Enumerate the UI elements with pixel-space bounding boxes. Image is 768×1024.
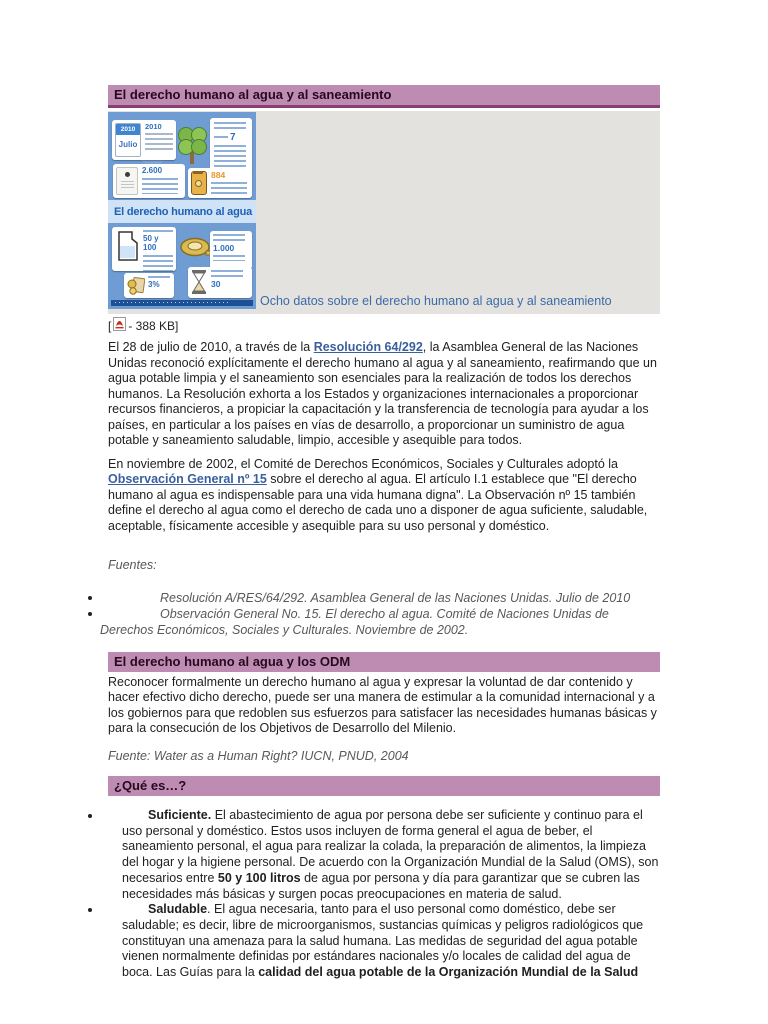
infographic-card-water <box>188 168 252 198</box>
general-comment-link[interactable]: Observación General nº 15 <box>108 472 267 486</box>
infographic-card-income <box>124 273 174 298</box>
infographic-card-distance <box>210 231 252 269</box>
stat-minutes: 30 <box>211 279 221 289</box>
calendar-year: 2010 <box>116 124 140 135</box>
text-line-placeholder <box>142 178 178 194</box>
pdf-download-line <box>108 317 660 334</box>
stat-sanitation: 2.600 <box>142 166 163 175</box>
definition-bold: calidad del agua potable de la Organización Mundial de la Salud <box>258 965 639 980</box>
definition-item-saludable <box>122 902 660 981</box>
infographic-banner <box>108 200 256 223</box>
paragraph-text: , la Asamblea General de las Naciones Unidas reconoció explícitamente el derecho humano al agua y al saneamiento, reafirmando que un agua potable limpia y el saneamiento son esenciales para la realización de todos los derechos humanos. La Resolución exhorta a los Estados y organizaciones internacionales a proporcionar recursos financieros, a propiciar la capacitación y la transferencia de tecnología para ayudar a los países, en particular a los países en vías de desarrollo, a proporcionar un suministro de agua potable y saneamiento saludable, limpio, accesible y asequible para todos. <box>108 340 657 447</box>
definition-text: de agua por persona y día para garantizar que se cubren las necesidades más básicas y surgen pocas preocupaciones en materia de salud. <box>122 870 640 901</box>
text-line-placeholder <box>211 182 247 194</box>
text-line-placeholder <box>143 255 173 271</box>
pdf-icon[interactable] <box>113 317 126 334</box>
stat-percent: 3% <box>148 280 160 289</box>
bullet-icon <box>88 908 92 912</box>
text-line-placeholder <box>214 136 228 140</box>
hourglass-icon <box>191 270 207 294</box>
calendar-month: Julio <box>118 140 138 149</box>
infographic-caption-link[interactable]: Ocho datos sobre el derecho humano al agua y al saneamiento <box>260 294 612 308</box>
tape-measure-icon <box>178 236 214 260</box>
definition-text: El abastecimiento de agua por persona debe ser suficiente y continuo para el uso personal y doméstico. Estos usos incluyen de forma general el agua de beber, el saneamiento personal, el agua para realizar la colada, la preparación de alimentos, la limpieza del hogar y la higiene personal. De acuerdo con la Organización Mundial de la Salud (OMS), son necesarios entre <box>122 808 659 885</box>
source-item <box>100 606 660 638</box>
document-page <box>100 85 660 981</box>
bullet-icon <box>88 596 92 600</box>
infographic-footer-credit <box>111 300 253 306</box>
stat-liters: 50 y 100 <box>143 234 159 252</box>
stat-water: 884 <box>211 170 226 180</box>
paragraph-odm: Reconocer formalmente un derecho humano al agua y expresar la voluntad de dar contenido y hacer efectivo dicho derecho, puede ser una manera de estimular a la comunidad internacional y a los gobiernos para que redoblen sus esfuerzos para satisfacer las necesidades humanas básicas y para la consecución de los Objetivos de Desarrollo del Milenio. <box>108 674 657 735</box>
section-header-saneamiento <box>108 85 660 108</box>
stat-meters: 1.000 <box>213 243 235 253</box>
definitions-list <box>122 808 660 981</box>
resolution-link[interactable]: Resolución 64/292 <box>313 340 423 354</box>
infographic-banner-title: El derecho humano al agua <box>114 205 253 218</box>
calendar-icon <box>115 123 141 157</box>
text-line-placeholder <box>213 255 245 261</box>
text-line-placeholder <box>211 270 243 279</box>
section-title: El derecho humano al agua y los ODM <box>114 653 351 669</box>
pdf-size-label: - 388 KB] <box>128 318 179 333</box>
media-box <box>108 111 660 314</box>
fuente-iucn: Fuente: Water as a Human Right? IUCN, PNUD, 2004 <box>108 748 409 763</box>
stat-goal-number: 7 <box>230 132 236 143</box>
jug-icon <box>115 230 139 262</box>
infographic-card-2010 <box>112 120 176 160</box>
text-line-placeholder <box>145 133 173 152</box>
paragraph-text: En noviembre de 2002, el Comité de Derechos Económicos, Sociales y Culturales adoptó la <box>108 456 618 471</box>
source-text: Resolución A/RES/64/292. Asamblea General de las Naciones Unidas. Julio de 2010 <box>160 590 631 605</box>
stat-year: 2010 <box>145 122 162 131</box>
definition-term: Saludable <box>148 902 208 917</box>
section-header-odm <box>108 652 660 672</box>
bullet-icon <box>88 814 92 818</box>
sources-list <box>100 590 660 638</box>
jar-icon <box>191 171 207 195</box>
definition-term: Suficiente. <box>148 808 212 822</box>
section-title: El derecho humano al agua y al saneamiento <box>114 87 392 102</box>
definition-item-suficiente <box>122 808 660 902</box>
section-title: ¿Qué es…? <box>114 778 187 793</box>
paragraph-observacion <box>108 457 660 535</box>
source-text: Observación General No. 15. El derecho al agua. Comité de Naciones Unidas de Derechos Económicos, Sociales y Culturales. Noviembre de 2002. <box>100 606 609 637</box>
pdf-bracket-open: [ <box>108 318 112 333</box>
fuentes-label: Fuentes: <box>108 558 157 572</box>
paragraph-text: El 28 de julio de 2010, a través de la <box>108 340 314 354</box>
definition-text: . El agua necesaria, tanto para el uso personal como doméstico, debe ser saludable; es decir, libre de microorganismos, sustancias químicas y peligros radiológicos que constituyan una amenaza para la salud humana. Las medidas de seguridad del agua potable vienen normalmente definidas por estándares nacionales y/o locales de calidad del agua de boca. Las Guías para la <box>122 902 644 980</box>
paragraph-text: sobre el derecho al agua. El artículo I.1 establece que "El derecho humano al agua es indispensable para una vida humana digna". La Observación nº 15 también define el derecho al agua como el derecho de cada uno a disponer de agua suficiente, saludable, aceptable, físicamente accesible y asequible para su uso personal y doméstico. <box>108 472 648 533</box>
definition-bold: 50 y 100 litros <box>217 870 301 885</box>
source-item <box>100 590 660 606</box>
infographic-card-liters <box>112 227 176 271</box>
text-line-placeholder <box>213 234 245 243</box>
scale-icon <box>116 167 138 195</box>
bullet-icon <box>88 612 92 616</box>
section-header-que-es <box>108 776 660 796</box>
coins-icon <box>127 276 145 295</box>
infographic-image[interactable] <box>108 112 256 309</box>
text-line-placeholder <box>214 122 246 131</box>
infographic-card-minutes <box>188 267 252 298</box>
text-line-placeholder <box>214 145 246 169</box>
infographic-card-sanitation <box>113 164 185 198</box>
paragraph-resolution <box>108 340 660 449</box>
